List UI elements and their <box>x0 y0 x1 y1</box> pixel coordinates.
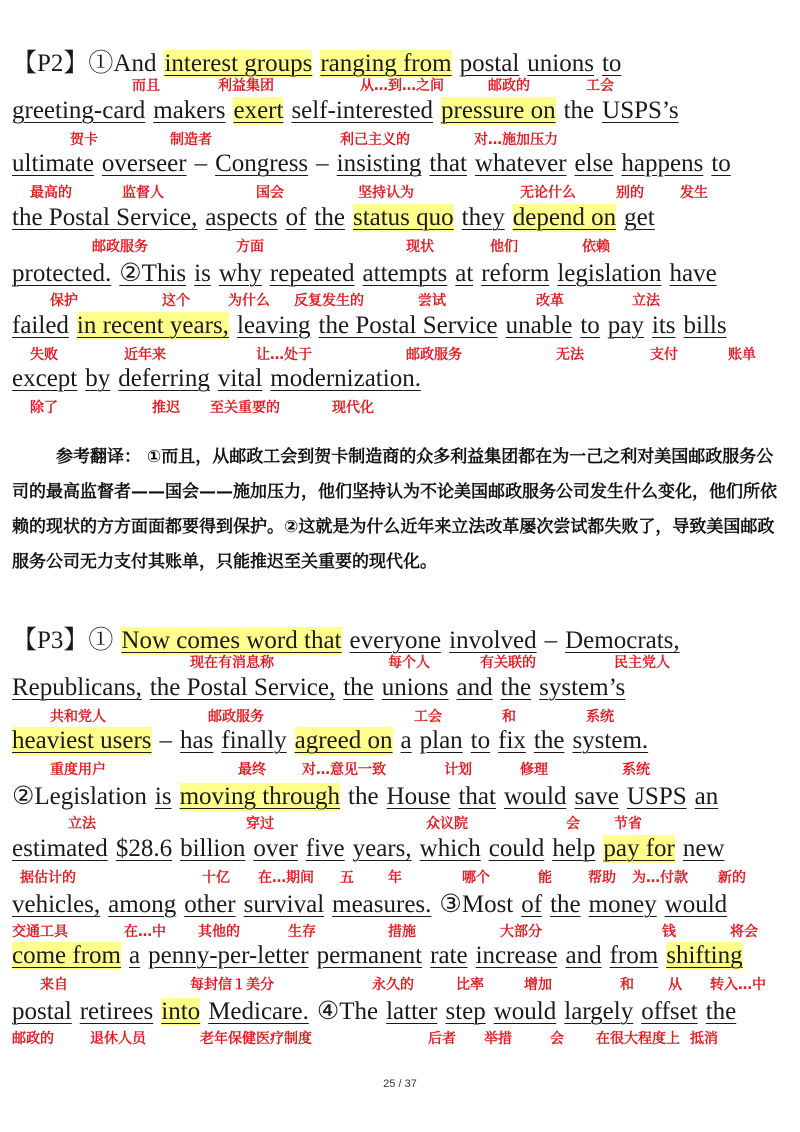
chinese-gloss: 坚持认为 <box>358 185 414 202</box>
chinese-gloss: 保护 <box>50 292 78 309</box>
english-word: ②This <box>119 259 187 287</box>
english-word: unions <box>381 673 449 701</box>
chinese-gloss: 举措 <box>484 1030 512 1047</box>
english-word: failed <box>12 311 69 339</box>
chinese-gloss: 无论什么 <box>520 185 576 202</box>
chinese-gloss-line <box>0 182 800 202</box>
english-word: would <box>493 997 557 1025</box>
chinese-gloss-line <box>0 921 800 941</box>
english-word: would <box>664 890 728 918</box>
english-word: vehicles, <box>12 890 101 918</box>
chinese-gloss: 制造者 <box>170 131 212 148</box>
english-word: Congress <box>215 150 309 178</box>
english-word: – <box>194 150 208 178</box>
chinese-gloss: 新的 <box>718 869 746 886</box>
english-word: Democrats, <box>565 627 680 654</box>
english-word: the <box>343 673 374 701</box>
english-word: is <box>194 259 211 287</box>
chinese-gloss: 计划 <box>444 762 472 779</box>
english-word: self-interested <box>291 96 434 124</box>
chinese-gloss: 共和党人 <box>50 708 106 725</box>
english-word: the <box>348 783 379 811</box>
english-word: repeated <box>269 259 355 287</box>
chinese-gloss-line <box>0 236 800 256</box>
english-word: permanent <box>316 942 423 970</box>
chinese-gloss: 对…意见一致 <box>302 762 386 779</box>
chinese-gloss: 别的 <box>616 185 644 202</box>
chinese-gloss: 立法 <box>632 292 660 309</box>
highlighted-phrase: in recent years, <box>76 311 229 339</box>
english-word: vital <box>217 365 263 393</box>
english-word: $28.6 <box>115 834 173 862</box>
chinese-gloss: 会 <box>566 816 580 833</box>
chinese-gloss: 工会 <box>414 708 442 725</box>
chinese-gloss: 帮助 <box>588 869 616 886</box>
chinese-gloss: 这个 <box>162 292 190 309</box>
english-word: the Postal Service, <box>12 204 198 232</box>
highlighted-phrase: into <box>161 997 201 1025</box>
chinese-gloss: 让…处于 <box>256 346 312 363</box>
english-word: could <box>488 834 545 862</box>
english-word: increase <box>475 942 558 970</box>
chinese-gloss: 每个人 <box>388 655 430 671</box>
english-word: measures. <box>332 890 432 918</box>
english-word: from <box>609 942 659 970</box>
english-word: postal <box>459 50 520 77</box>
chinese-gloss: 民主党人 <box>614 655 670 671</box>
english-word: 【P2】①And <box>12 50 157 77</box>
english-line <box>12 835 733 867</box>
english-word: the Postal Service <box>318 311 498 339</box>
chinese-gloss: 发生 <box>680 185 708 202</box>
chinese-gloss: 措施 <box>388 923 416 940</box>
english-word: and <box>456 673 493 701</box>
english-word: billion <box>180 834 246 862</box>
chinese-gloss: 每封信１美分 <box>190 977 274 994</box>
chinese-gloss-line <box>0 974 800 994</box>
chinese-gloss-line <box>0 1028 800 1048</box>
english-word: deferring <box>118 365 210 393</box>
chinese-gloss: 贺卡 <box>70 131 98 148</box>
english-word: that <box>429 150 467 178</box>
chinese-gloss: 其他的 <box>198 923 240 940</box>
chinese-gloss: 抵消 <box>690 1030 718 1047</box>
english-line <box>12 620 688 652</box>
translation-p2: 参考翻译： ①而且，从邮政工会到贺卡制造商的众多利益集团都在为一己之利对美国邮政服务公司的最高监督者——国会——施加压力，他们坚持认为不论美国邮政服务公司发生什么变化，他们所依赖的现状的方方面面都要得到保护。②这就是为什么近年来立法改革屡次尝试都失败了，导致美国邮政服务公司无力支付其账单，只能推迟至关重要的现代化。 <box>12 447 777 572</box>
chinese-gloss: 众议院 <box>426 816 468 833</box>
chinese-gloss: 哪个 <box>462 869 490 886</box>
english-word: leaving <box>236 311 311 339</box>
chinese-gloss: 现代化 <box>332 400 374 417</box>
english-word: ④The <box>316 997 379 1025</box>
english-word: step <box>445 997 486 1025</box>
english-word: have <box>669 259 717 287</box>
english-word: pay <box>607 311 644 339</box>
chinese-gloss: 至关重要的 <box>210 400 280 417</box>
chinese-gloss: 钱 <box>662 923 676 940</box>
english-word: modernization. <box>270 365 421 393</box>
chinese-gloss: 现在有消息称 <box>190 655 274 671</box>
english-word: USPS <box>626 783 687 811</box>
chinese-gloss: 能 <box>538 869 552 886</box>
chinese-gloss: 将会 <box>730 923 758 940</box>
chinese-gloss-line <box>0 706 800 726</box>
chinese-gloss: 系统 <box>586 708 614 725</box>
english-word: except <box>12 365 78 393</box>
chinese-gloss: 反复发生的 <box>294 292 364 309</box>
english-word: else <box>574 150 614 178</box>
english-word: to <box>711 150 731 178</box>
chinese-gloss: 生存 <box>288 923 316 940</box>
english-word: fix <box>498 727 526 755</box>
english-word: has <box>180 727 214 755</box>
english-word: insisting <box>336 150 422 178</box>
english-word: over <box>253 834 298 862</box>
chinese-gloss: 支付 <box>650 346 678 363</box>
chinese-gloss-line <box>0 397 800 417</box>
english-word: ②Legislation <box>12 783 147 811</box>
english-word: why <box>218 259 262 287</box>
highlighted-phrase: agreed on <box>294 727 393 755</box>
english-line <box>12 97 687 129</box>
highlighted-phrase: depend on <box>512 204 617 232</box>
chinese-gloss: 交通工具 <box>12 923 68 940</box>
english-word: legislation <box>557 259 662 287</box>
chinese-gloss: 从…到…之间 <box>360 78 444 94</box>
english-word: system. <box>572 727 649 755</box>
english-word: – <box>544 627 558 654</box>
english-word: its <box>651 311 676 339</box>
chinese-gloss-line <box>0 813 800 833</box>
english-word: of <box>521 890 543 918</box>
english-line <box>12 996 744 1028</box>
english-word: – <box>316 150 329 178</box>
english-line <box>12 43 629 75</box>
chinese-gloss: 十亿 <box>202 869 230 886</box>
english-word: estimated <box>12 834 108 862</box>
chinese-gloss: 近年来 <box>124 346 166 363</box>
english-word: years, <box>352 834 412 862</box>
english-word: get <box>624 204 655 232</box>
chinese-gloss-line <box>0 75 800 95</box>
chinese-gloss: 转入…中 <box>710 977 766 994</box>
english-word: whatever <box>474 150 567 178</box>
english-word: to <box>470 727 491 755</box>
chinese-gloss: 邮政服务 <box>92 239 148 256</box>
chinese-gloss: 而且 <box>132 78 160 94</box>
english-line <box>12 942 751 974</box>
english-word: greeting-card <box>12 96 146 124</box>
page-number: 25 / 37 <box>383 1078 417 1090</box>
chinese-gloss: 五 <box>340 869 354 886</box>
english-word: postal <box>12 997 72 1025</box>
chinese-gloss: 老年保健医疗制度 <box>200 1030 312 1047</box>
english-word: would <box>503 783 567 811</box>
chinese-gloss: 邮政的 <box>488 78 530 94</box>
chinese-gloss: 系统 <box>622 762 650 779</box>
chinese-gloss: 失败 <box>30 346 58 363</box>
highlighted-phrase: come from <box>12 942 121 970</box>
chinese-gloss-line <box>0 652 800 672</box>
english-word: an <box>694 783 719 811</box>
chinese-gloss: 他们 <box>490 239 518 256</box>
english-line <box>12 150 739 182</box>
english-word: a <box>400 727 412 755</box>
english-word: retirees <box>79 997 154 1025</box>
chinese-gloss: 在很大程度上 <box>596 1030 680 1047</box>
chinese-gloss-line <box>0 867 800 887</box>
english-word: save <box>574 783 619 811</box>
chinese-gloss: 后者 <box>428 1030 456 1047</box>
chinese-gloss: 会 <box>550 1030 564 1047</box>
highlighted-phrase: exert <box>233 96 284 124</box>
chinese-gloss: 有关联的 <box>480 655 536 671</box>
highlighted-phrase: pay for <box>603 834 675 862</box>
chinese-gloss: 在…期间 <box>258 869 314 886</box>
chinese-gloss: 无法 <box>556 346 584 363</box>
chinese-gloss: 修理 <box>520 762 548 779</box>
english-word: and <box>565 942 602 970</box>
english-word: survival <box>243 890 325 918</box>
english-line <box>12 727 656 759</box>
chinese-gloss: 工会 <box>586 78 614 94</box>
english-word: of <box>285 204 307 232</box>
chinese-gloss-line <box>0 129 800 149</box>
english-word: system’s <box>539 673 626 701</box>
english-word: the Postal Service, <box>149 673 336 701</box>
english-word: latter <box>386 997 438 1025</box>
english-line <box>12 674 633 706</box>
chinese-gloss: 国会 <box>256 185 284 202</box>
chinese-gloss: 立法 <box>68 816 96 833</box>
chinese-gloss: 穿过 <box>246 816 274 833</box>
english-word: finally <box>221 727 287 755</box>
english-word: a <box>128 942 141 970</box>
chinese-gloss: 利己主义的 <box>340 131 410 148</box>
english-word: among <box>108 890 177 918</box>
highlighted-phrase: interest groups <box>164 50 313 77</box>
english-word: overseer <box>101 150 187 178</box>
english-word: that <box>458 783 496 811</box>
chinese-gloss-line <box>0 759 800 779</box>
chinese-gloss: 和 <box>502 708 516 725</box>
english-word: House <box>386 783 451 811</box>
english-word: 【P3】① <box>12 627 114 654</box>
chinese-gloss: 在…中 <box>124 923 166 940</box>
english-word: Republicans, <box>12 673 142 701</box>
english-word: help <box>552 834 596 862</box>
chinese-gloss: 和 <box>620 977 634 994</box>
english-word: plan <box>419 727 463 755</box>
chinese-gloss: 来自 <box>40 977 68 994</box>
chinese-gloss: 最终 <box>238 762 266 779</box>
english-word: penny-per-letter <box>148 942 309 970</box>
chinese-gloss: 除了 <box>30 400 58 417</box>
english-word: five <box>305 834 345 862</box>
english-word: the <box>705 997 737 1025</box>
chinese-gloss: 邮政服务 <box>406 346 462 363</box>
english-word: ③Most <box>439 890 514 918</box>
chinese-gloss-line <box>0 290 800 310</box>
english-word: USPS’s <box>602 96 679 124</box>
english-word: offset <box>641 997 698 1025</box>
english-word: new <box>682 834 725 862</box>
chinese-gloss: 退休人员 <box>90 1030 146 1047</box>
chinese-gloss: 据估计的 <box>20 869 76 886</box>
chinese-gloss: 监督人 <box>122 185 164 202</box>
chinese-gloss: 节省 <box>614 816 642 833</box>
chinese-gloss: 依赖 <box>582 239 610 256</box>
chinese-gloss: 现状 <box>406 239 434 256</box>
english-word: unable <box>505 311 573 339</box>
english-word: money <box>588 890 657 918</box>
english-word: they <box>461 204 505 232</box>
highlighted-phrase: ranging from <box>320 50 452 77</box>
english-word: the <box>563 96 595 124</box>
chinese-gloss: 从 <box>668 977 682 994</box>
english-line <box>12 258 725 290</box>
english-word: other <box>184 890 236 918</box>
chinese-gloss: 重度用户 <box>50 762 106 779</box>
chinese-gloss: 最高的 <box>30 185 72 202</box>
english-word: at <box>455 259 474 287</box>
english-word: aspects <box>205 204 278 232</box>
english-word: ultimate <box>12 150 94 178</box>
chinese-gloss-line <box>0 344 800 364</box>
highlighted-phrase: moving through <box>179 783 340 811</box>
english-word: involved <box>449 627 537 654</box>
highlighted-phrase: status quo <box>352 204 454 232</box>
highlighted-phrase: Now comes word that <box>121 627 342 654</box>
chinese-gloss: 邮政的 <box>12 1030 54 1047</box>
english-word: – <box>159 727 173 755</box>
english-word: to <box>580 311 600 339</box>
chinese-gloss: 对…施加压力 <box>474 131 558 148</box>
chinese-gloss: 为…付款 <box>632 869 688 886</box>
english-word: rate <box>430 942 468 970</box>
english-word: Medicare. <box>208 997 309 1025</box>
english-word: the <box>314 204 345 232</box>
chinese-gloss: 利益集团 <box>218 78 274 94</box>
english-line <box>12 204 663 236</box>
highlighted-phrase: pressure on <box>441 96 556 124</box>
english-word: reform <box>481 259 550 287</box>
chinese-gloss: 改革 <box>536 292 564 309</box>
chinese-gloss: 年 <box>388 869 402 886</box>
english-word: happens <box>621 150 704 178</box>
english-line <box>12 312 735 344</box>
highlighted-phrase: heaviest users <box>12 727 152 755</box>
chinese-gloss: 永久的 <box>372 977 414 994</box>
english-word: the <box>550 890 581 918</box>
english-word: unions <box>527 50 594 77</box>
english-word: makers <box>153 96 226 124</box>
english-word: protected. <box>12 259 112 287</box>
chinese-gloss: 方面 <box>236 239 264 256</box>
english-word: largely <box>564 997 634 1025</box>
chinese-gloss: 推迟 <box>152 400 180 417</box>
chinese-gloss: 尝试 <box>418 292 446 309</box>
chinese-gloss: 账单 <box>728 346 756 363</box>
highlighted-phrase: shifting <box>666 942 743 970</box>
chinese-gloss: 大部分 <box>500 923 542 940</box>
english-line <box>12 365 429 397</box>
english-word: the <box>533 727 565 755</box>
english-word: to <box>601 50 622 77</box>
chinese-gloss: 比率 <box>456 977 484 994</box>
english-word: by <box>85 365 111 393</box>
english-line <box>12 889 735 921</box>
english-word: is <box>154 783 172 811</box>
english-word: which <box>419 834 481 862</box>
english-word: everyone <box>349 627 442 654</box>
english-word: bills <box>683 311 727 339</box>
english-word: attempts <box>362 259 448 287</box>
chinese-gloss: 邮政服务 <box>208 708 264 725</box>
chinese-gloss: 增加 <box>524 977 552 994</box>
chinese-gloss: 为什么 <box>228 292 270 309</box>
english-word: the <box>500 673 532 701</box>
english-line <box>12 781 726 813</box>
